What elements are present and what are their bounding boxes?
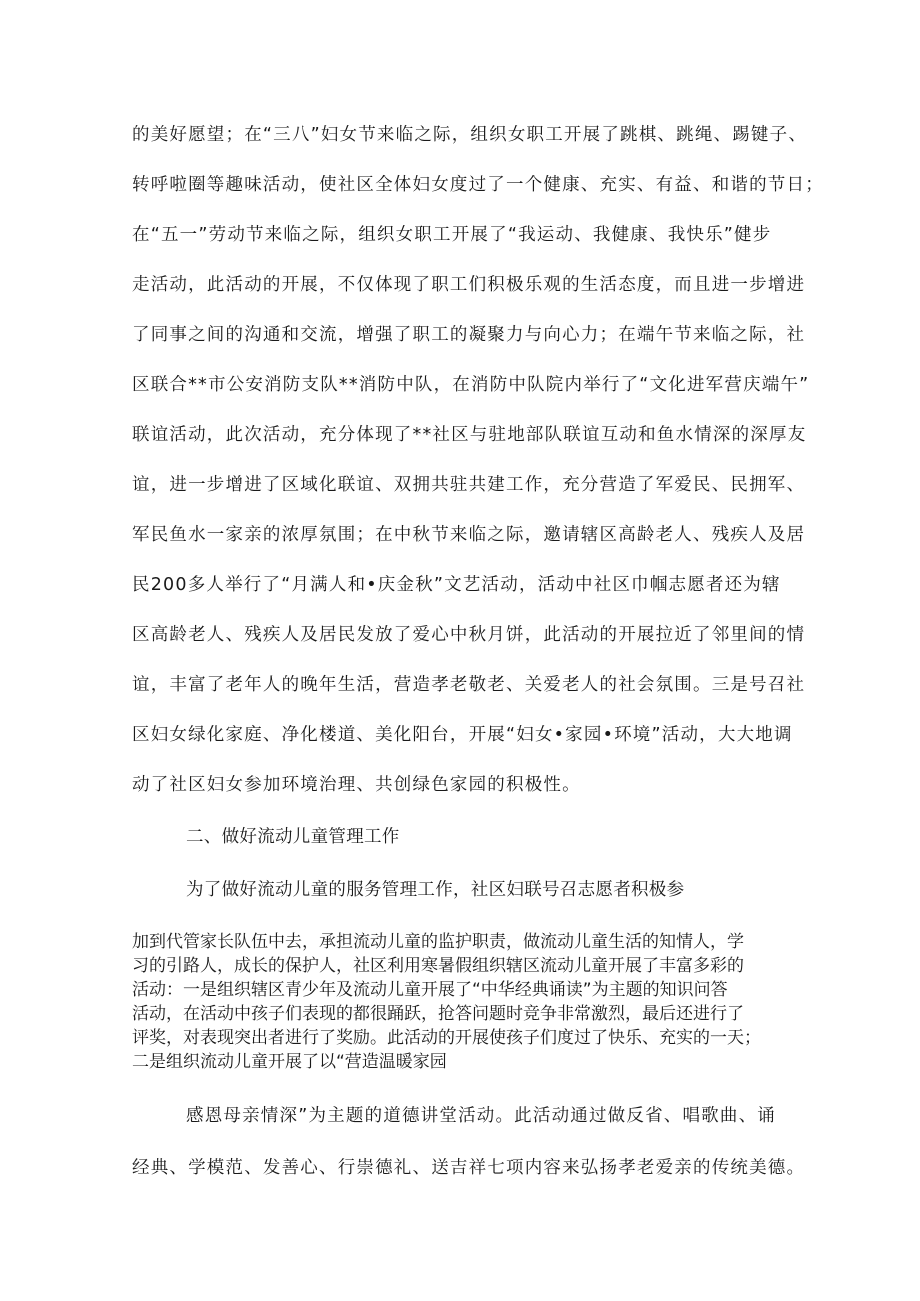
paragraph-2-line-3: 活动：一是组织辖区青少年及流动儿童开展了“中华经典诵读”为主题的知识问答 — [132, 980, 728, 1000]
paragraph-3-second-line: 经典、学模范、发善心、行崇德礼、送吉祥七项内容来弘扬孝老爱亲的传统美德。 — [132, 1158, 806, 1178]
paragraph-1-line-3: 在“五一”劳动节来临之际，组织女职工开展了“我运动、我健康、我快乐”健步 — [132, 225, 772, 245]
paragraph-1-line-11: 区高龄老人、残疾人及居民发放了爱心中秋月饼，此活动的开展拉近了邻里间的情 — [132, 625, 806, 645]
section-heading: 二、做好流动儿童管理工作 — [186, 827, 400, 847]
paragraph-3-first-line: 感恩母亲情深”为主题的道德讲堂活动。此活动通过做反省、唱歌曲、诵 — [186, 1106, 776, 1126]
paragraph-2-line-6: 二是组织流动儿童开展了以“营造温暖家园 — [132, 1052, 447, 1072]
paragraph-2-first-line: 为了做好流动儿童的服务管理工作，社区妇联号召志愿者积极参 — [186, 880, 685, 900]
paragraph-2-line-1: 加到代管家长队伍中去，承担流动儿童的监护职责，做流动儿童生活的知情人，学 — [132, 932, 744, 952]
paragraph-2-line-2: 习的引路人，成长的保护人，社区利用寒暑假组织辖区流动儿童开展了丰富多彩的 — [132, 956, 744, 976]
paragraph-1-line-9: 军民鱼水一家亲的浓厚氛围；在中秋节来临之际，邀请辖区高龄老人、残疾人及居 — [132, 525, 806, 545]
paragraph-2-line-5: 评奖，对表现突出者进行了奖励。此活动的开展使孩子们度过了快乐、充实的一天； — [132, 1028, 761, 1048]
paragraph-1-line-10: 民200多人举行了“月满人和•庆金秋”文艺活动，活动中社区巾帼志愿者还为辖 — [132, 575, 781, 595]
paragraph-2-line-4: 活动，在活动中孩子们表现的都很踊跃，抢答问题时竞争非常激烈，最后还进行了 — [132, 1004, 744, 1024]
paragraph-1-line-5: 了同事之间的沟通和交流，增强了职工的凝聚力与向心力；在端午节来临之际，社 — [132, 325, 806, 345]
paragraph-1-line-13: 区妇女绿化家庭、净化楼道、美化阳台，开展“妇女•家园•环境”活动，大大地调 — [132, 725, 793, 745]
paragraph-1-line-12: 谊，丰富了老年人的晚年生活，营造孝老敬老、关爱老人的社会氛围。三是号召社 — [132, 675, 806, 695]
paragraph-1-line-8: 谊，进一步增进了区域化联谊、双拥共驻共建工作，充分营造了军爱民、民拥军、 — [132, 475, 806, 495]
paragraph-1-line-4: 走活动，此活动的开展，不仅体现了职工们积极乐观的生活态度，而且进一步增进 — [132, 275, 806, 295]
paragraph-1-line-7: 联谊活动，此次活动，充分体现了**社区与驻地部队联谊互动和鱼水情深的深厚友 — [132, 425, 807, 445]
paragraph-1-line-1: 的美好愿望；在“三八”妇女节来临之际，组织女职工开展了跳棋、跳绳、踢键子、 — [132, 125, 808, 145]
paragraph-1-line-14: 动了社区妇女参加环境治理、共创绿色家园的积极性。 — [132, 775, 581, 795]
paragraph-1-line-2: 转呼啦圈等趣味活动，使社区全体妇女度过了一个健康、充实、有益、和谐的节日； — [132, 175, 824, 195]
paragraph-1-line-6: 区联合**市公安消防支队**消防中队，在消防中队院内举行了“文化进军营庆端午” — [132, 375, 810, 395]
